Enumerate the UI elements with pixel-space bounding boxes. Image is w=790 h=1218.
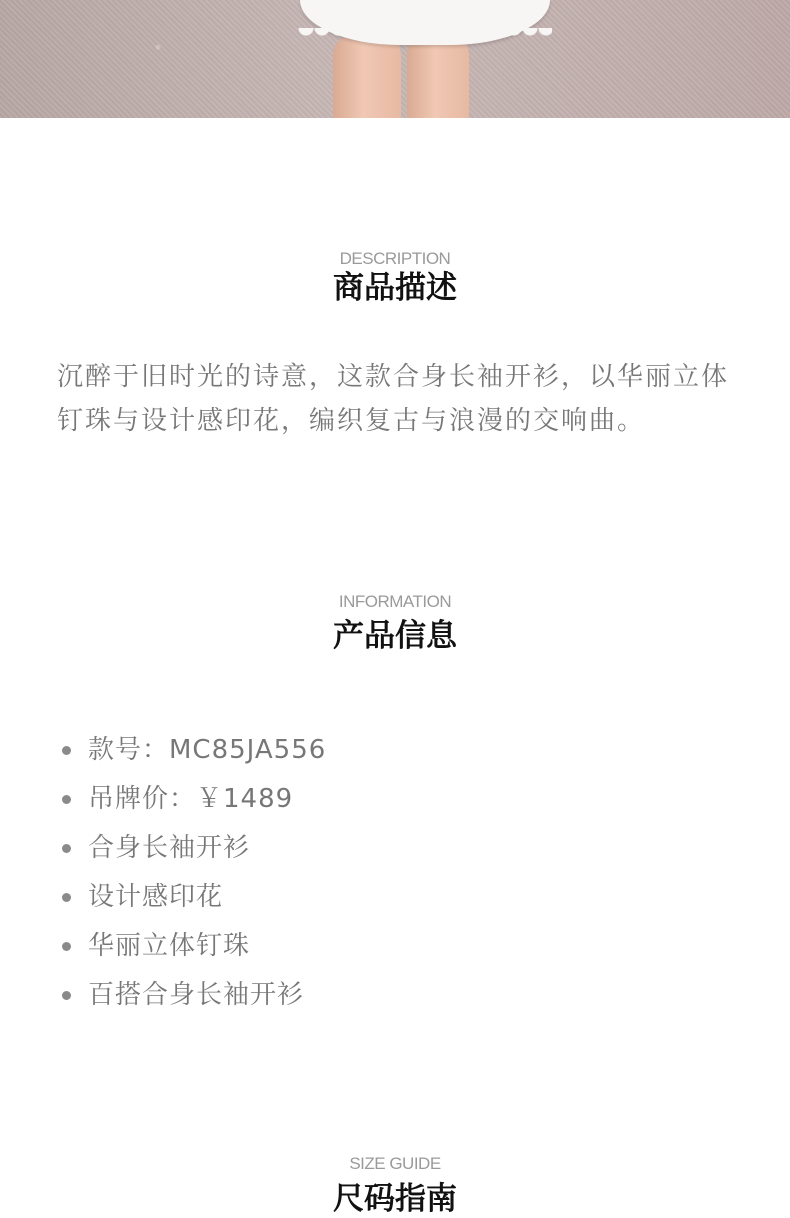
list-item xyxy=(60,727,326,776)
bullet-icon xyxy=(62,942,71,951)
description-text: 沉醉于旧时光的诗意，这款合身长袖开衫，以华丽立体钉珠与设计感印花，编织复古与浪漫的交响曲。 xyxy=(57,362,730,436)
description-cn-title: 商品描述 xyxy=(333,270,457,306)
product-photo xyxy=(0,0,790,118)
size-guide-cn-title: 尺码指南 xyxy=(333,1181,457,1217)
information-list xyxy=(60,727,326,1021)
bullet-icon xyxy=(62,991,71,1000)
lace-scallop-edge xyxy=(298,28,552,44)
description-en-title: DESCRIPTION xyxy=(339,249,451,268)
bullet-icon xyxy=(62,844,71,853)
list-item xyxy=(60,776,326,825)
bullet-icon xyxy=(62,795,71,804)
bullet-icon xyxy=(62,893,71,902)
list-item xyxy=(60,825,326,874)
information-header xyxy=(0,592,790,655)
list-item-text: 华丽立体钉珠 xyxy=(88,931,251,961)
model-leg-right xyxy=(407,35,469,118)
bullet-icon xyxy=(62,746,71,755)
list-item-text: 设计感印花 xyxy=(88,882,224,912)
list-item xyxy=(60,874,326,923)
list-item-text: 款号：MC85JA556 xyxy=(88,735,327,765)
list-item xyxy=(60,923,326,972)
list-item-text: 吊牌价：￥1489 xyxy=(88,784,294,814)
size-guide-header xyxy=(0,1154,790,1218)
information-cn-title: 产品信息 xyxy=(333,618,457,654)
list-item-text: 合身长袖开衫 xyxy=(88,833,251,863)
list-item xyxy=(60,972,326,1021)
list-item-text: 百搭合身长袖开衫 xyxy=(88,980,305,1010)
information-en-title: INFORMATION xyxy=(338,592,452,611)
size-guide-en-title: SIZE GUIDE xyxy=(349,1154,441,1173)
description-header xyxy=(0,249,790,307)
model-leg-left xyxy=(333,35,401,118)
